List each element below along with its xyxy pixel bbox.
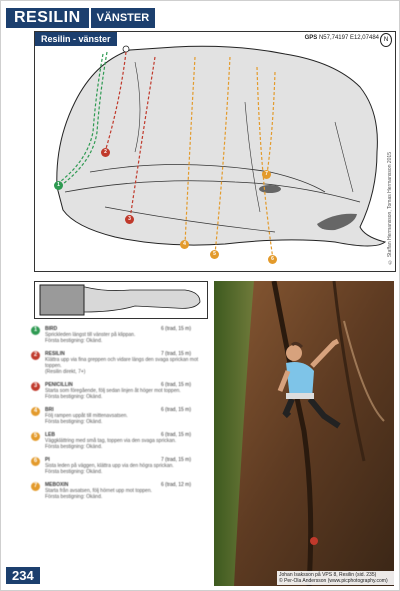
route-grade: 6 (trad, 15 m): [161, 326, 192, 332]
route-item: [31, 351, 211, 375]
topo-title: Resilin - vänster: [35, 32, 117, 46]
route-name: MEBOXIN: [45, 482, 69, 488]
route-item: [31, 432, 211, 450]
topo-drawing: [35, 32, 395, 271]
route-grade: 6 (trad, 15 m): [161, 382, 192, 388]
route-item: [31, 382, 211, 400]
route-marker-3: 3: [125, 215, 134, 224]
route-description: Starta som föregående, följ sedan linjen åt höger mot toppen.: [45, 388, 181, 394]
route-item: [31, 457, 211, 475]
photo-illustration: [214, 281, 394, 586]
route-grade: 6 (trad, 15 m): [161, 432, 192, 438]
climbing-photo: [214, 281, 394, 586]
compass-icon: N: [380, 33, 392, 47]
route-name: LEB: [45, 432, 55, 438]
route-first-ascent: Första bestigning: Okänd.: [45, 444, 103, 450]
route-name: RESILIN: [45, 351, 65, 357]
anchor-icon: [123, 46, 129, 52]
route-item: [31, 482, 211, 500]
topo-credit: © Staffan Hermansson, Tomas Hermansson 2015: [387, 152, 393, 265]
route-number-badge: 3: [31, 382, 40, 391]
route-grade: 6 (trad, 12 m): [161, 482, 192, 488]
route-description: Sista leden på väggen, klättra upp via den högra sprickan.: [45, 463, 174, 469]
page-header: [6, 8, 155, 28]
route-marker-5: 5: [210, 250, 219, 259]
route-number-badge: 1: [31, 326, 40, 335]
route-first-ascent: Första bestigning: Okänd.: [45, 469, 103, 475]
route-number-badge: 2: [31, 351, 40, 360]
crag-overview-map: [34, 281, 208, 319]
route-description: Följ rampen uppåt till mittenavsatsen.: [45, 413, 128, 419]
gps-coordinates: GPS N57,74197 E12,07484: [304, 35, 379, 41]
route-number-badge: 7: [31, 482, 40, 491]
section-subtitle: VÄNSTER: [91, 8, 156, 28]
route-number-badge: 5: [31, 432, 40, 441]
route-name: BIRD: [45, 326, 58, 332]
route-first-ascent: (Resilin direkt, 7+): [45, 369, 86, 375]
route-grade: 7 (trad, 15 m): [161, 351, 192, 357]
route-marker-2: 2: [101, 148, 110, 157]
route-marker-1: 1: [54, 181, 63, 190]
route-item: [31, 326, 211, 344]
crag-title: RESILIN: [6, 8, 89, 28]
route-list: [31, 326, 211, 507]
route-number-badge: 6: [31, 457, 40, 466]
route-first-ascent: Första bestigning: Okänd.: [45, 338, 103, 344]
route-marker-7: 7: [262, 170, 271, 179]
route-description: Klättra upp via fina greppen och vidare längs den svaga sprickan mot toppen.: [45, 357, 199, 369]
route-description: Starta från avsatsen, följ hörnet upp mot toppen.: [45, 488, 153, 494]
photo-caption: Johan Isaksson på VPS 8, Resilin (sid. 235) © Per-Ola Andersson (www.picphotography.com): [277, 571, 398, 585]
route-first-ascent: Första bestigning: Okänd.: [45, 494, 103, 500]
ledge-shadow: [259, 185, 281, 193]
route-first-ascent: Första bestigning: Okänd.: [45, 394, 103, 400]
route-name: PENICILLIN: [45, 382, 73, 388]
route-description: Väggklättring med små tag, toppen via den svaga sprickan.: [45, 438, 177, 444]
route-marker-6: 6: [268, 255, 277, 264]
route-item: [31, 407, 211, 425]
overview-drawing: [35, 282, 207, 318]
page-number: 234: [6, 567, 40, 584]
route-grade: 6 (trad, 15 m): [161, 407, 192, 413]
route-number-badge: 4: [31, 407, 40, 416]
topo-diagram: [34, 31, 396, 272]
route-description: Sprickleden längst till vänster på klippan.: [45, 332, 136, 338]
route-first-ascent: Första bestigning: Okänd.: [45, 419, 103, 425]
route-grade: 7 (trad, 15 m): [161, 457, 192, 463]
route-marker-4: 4: [180, 240, 189, 249]
route-name: PI: [45, 457, 50, 463]
route-name: BRI: [45, 407, 54, 413]
